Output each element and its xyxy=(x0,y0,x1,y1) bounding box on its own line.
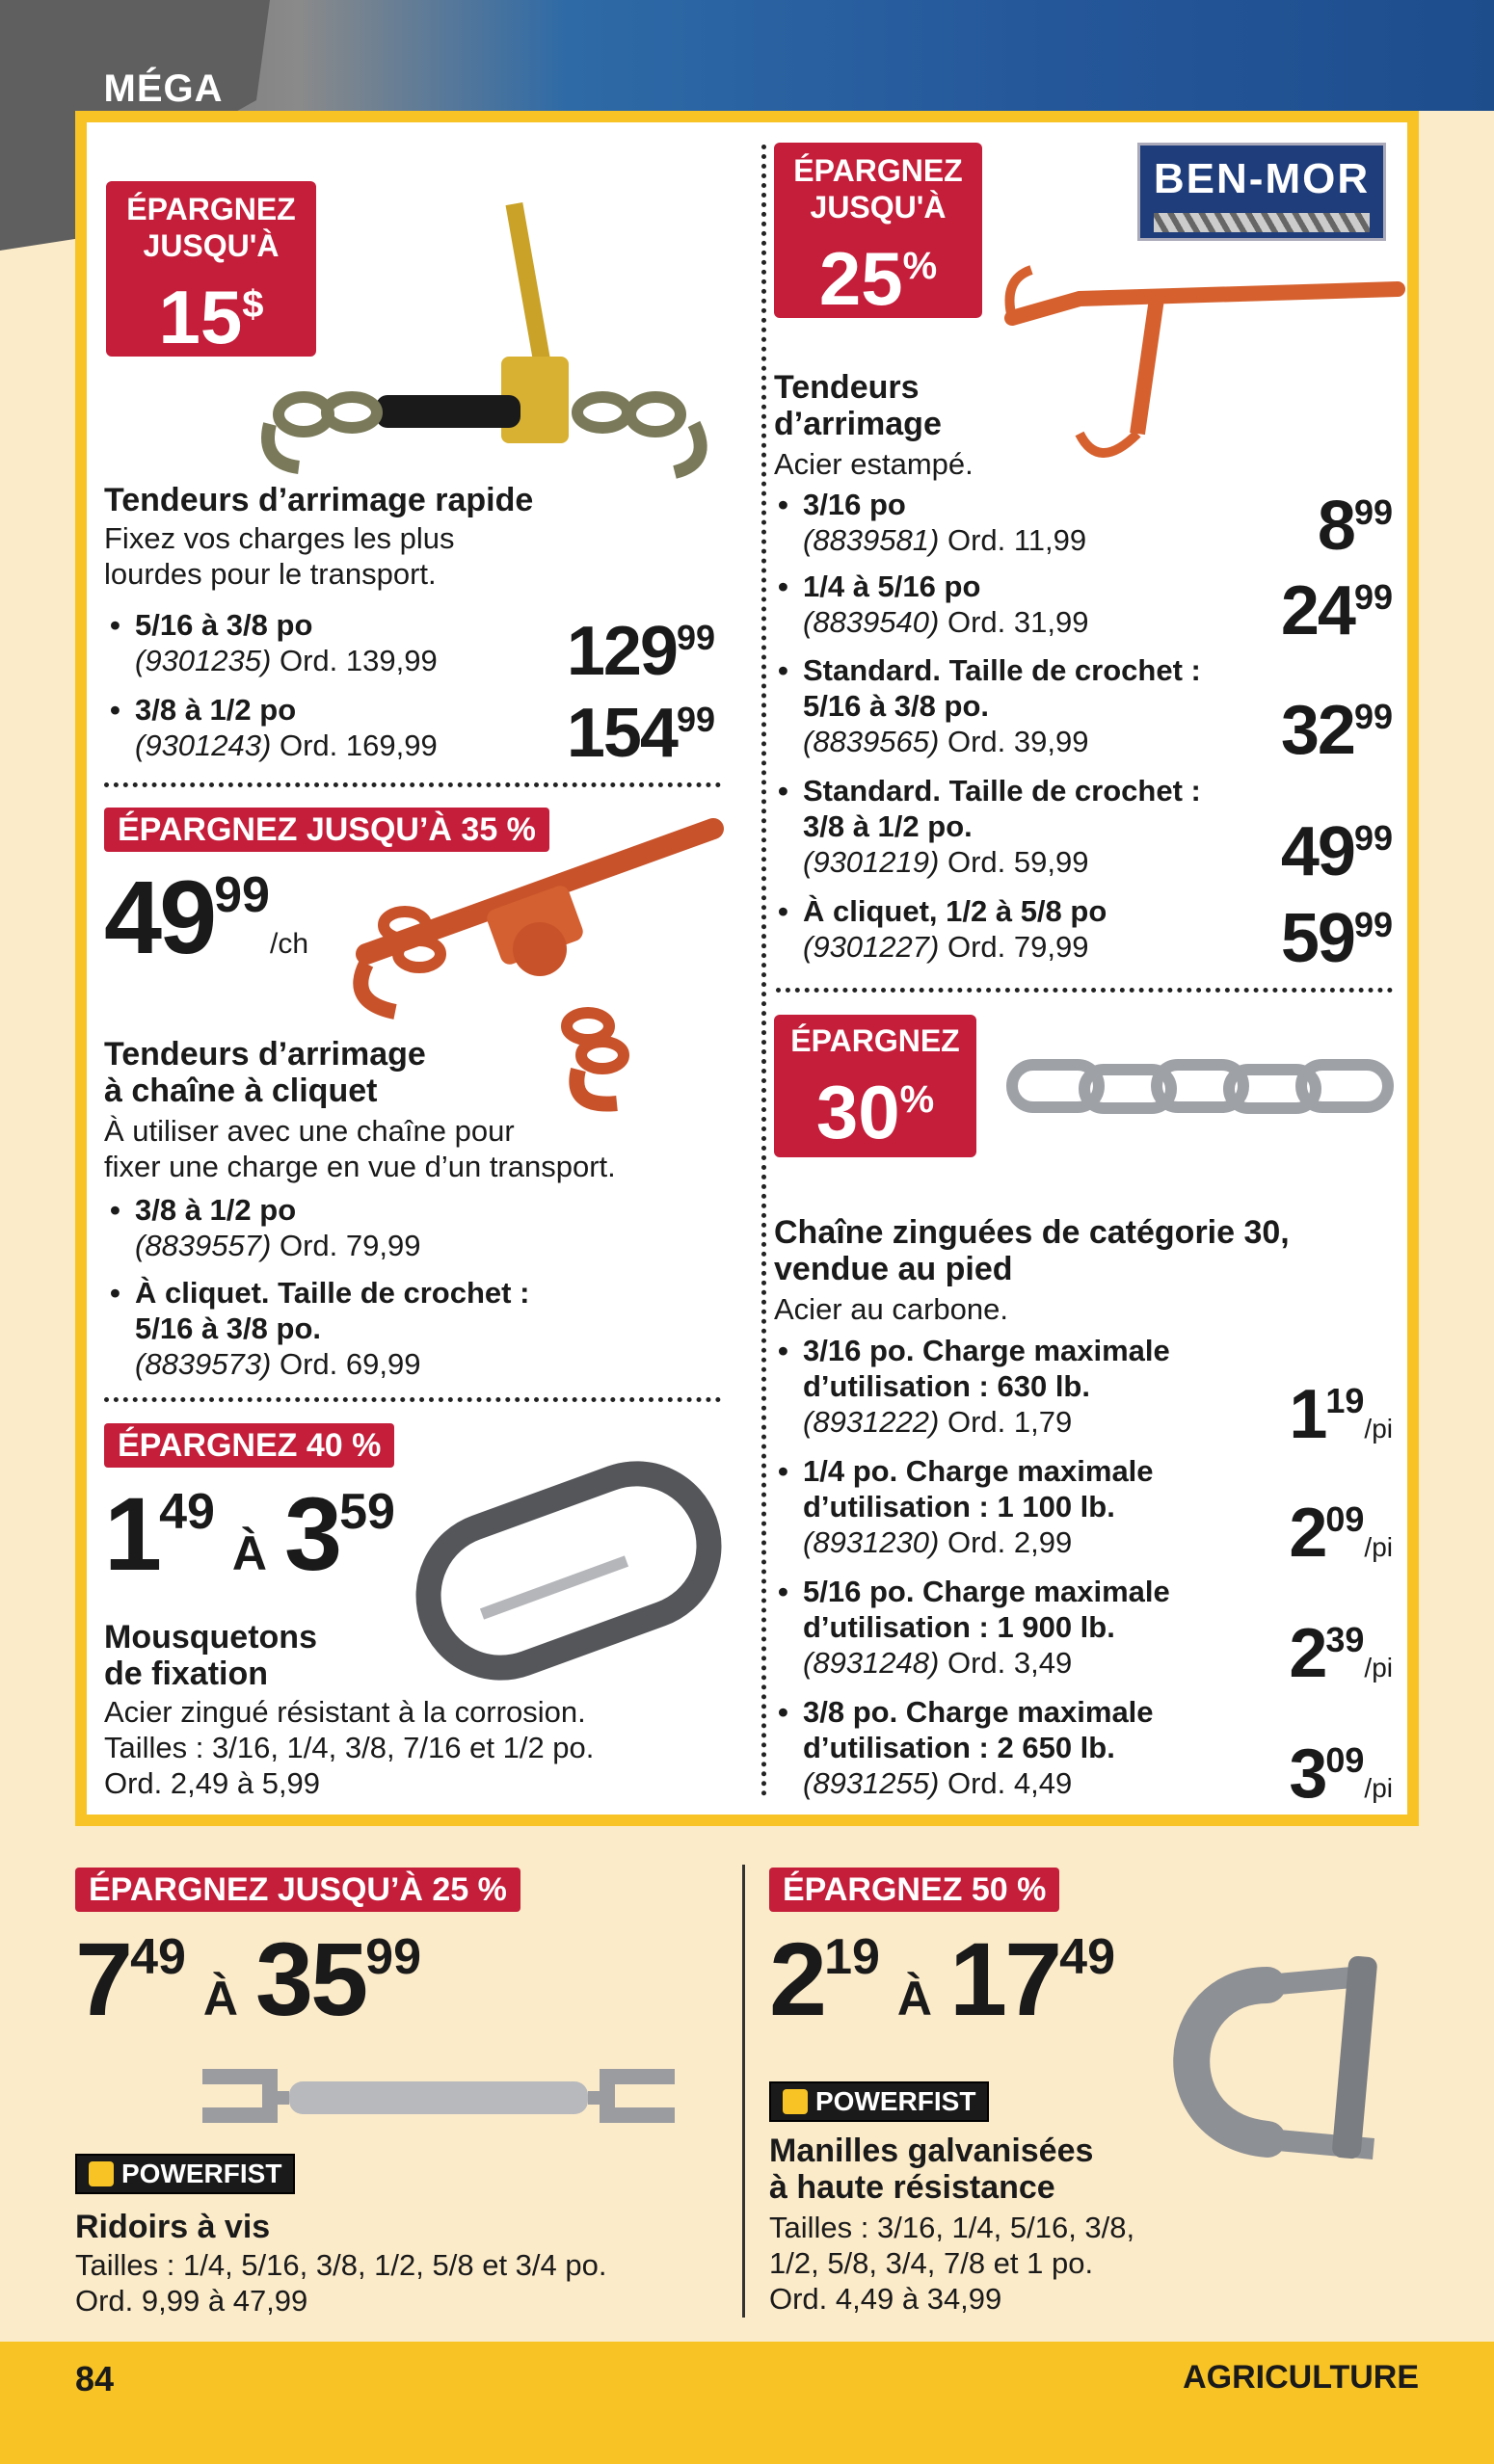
product-title xyxy=(104,1036,426,1109)
regular-price: Ord. 139,99 xyxy=(279,644,438,677)
product-description xyxy=(75,2247,606,2318)
sale-price: $129^{99}$ xyxy=(566,613,715,690)
title-line: à chaîne à cliquet xyxy=(104,1073,378,1109)
product-title xyxy=(774,369,942,442)
variant-sku: (8839540) xyxy=(803,605,940,639)
ben-mor-logo xyxy=(1137,143,1386,241)
powerfist-logo: POWERFIST xyxy=(769,2081,989,2122)
variant-sku: (8931248) xyxy=(803,1646,940,1680)
fist-icon xyxy=(89,2161,114,2186)
variant-name: 5/16 à 3/8 po xyxy=(135,608,313,642)
sale-price: $49^{99}/ch$ xyxy=(104,859,309,975)
column-divider xyxy=(761,145,766,1797)
ben-mor-text: BEN-MOR xyxy=(1153,155,1371,202)
savings-pill: ÉPARGNEZ 40 % xyxy=(104,1423,394,1468)
desc-line: fixer une charge en vue d’un transport. xyxy=(104,1150,616,1183)
title-line: Tendeurs d’arrimage xyxy=(104,1036,426,1073)
regular-price: Ord. 31,99 xyxy=(947,605,1089,639)
badge-line2: JUSQU'À xyxy=(810,190,947,225)
sale-price-range: $1^{49}À$ $3^{59}$ xyxy=(104,1475,395,1592)
savings-pill: ÉPARGNEZ 50 % xyxy=(769,1868,1059,1912)
product-variant: • À cliquet, 1/2 à 5/8 po (9301227) Ord. 79,99 xyxy=(778,894,1107,964)
sale-price: $154^{99}$ xyxy=(566,695,715,772)
regular-price: Ord. 2,99 xyxy=(947,1525,1073,1559)
page-number: 84 xyxy=(75,2359,115,2398)
product-variant: • 5/16 à 3/8 po (9301235) Ord. 139,99 xyxy=(110,608,438,677)
product-title xyxy=(769,2133,1093,2206)
badge-line1: ÉPARGNEZ xyxy=(793,153,963,188)
title-line: Tendeurs xyxy=(774,369,920,406)
section-divider xyxy=(104,1397,721,1402)
desc-line: À utiliser avec une chaîne pour xyxy=(104,1114,515,1148)
sale-price: $49^{99}$ xyxy=(1280,813,1393,890)
regular-price: Ord. 39,99 xyxy=(947,725,1089,758)
variant-name: À cliquet, 1/2 à 5/8 po xyxy=(803,894,1107,928)
variant-name-line2: 3/8 à 1/2 po. xyxy=(803,809,973,843)
product-title: Tendeurs d’arrimage rapide xyxy=(104,482,534,518)
variant-name: 3/16 po xyxy=(803,488,906,521)
variant-name: 5/16 po. Charge maximale xyxy=(803,1575,1170,1608)
lever-binder-image xyxy=(260,202,723,482)
regular-price: Ord. 169,99 xyxy=(279,729,438,762)
product-description xyxy=(769,2210,1134,2317)
variant-sku: (9301235) xyxy=(135,644,272,677)
stamped-binder-image xyxy=(993,260,1398,482)
desc-line: Ord. 2,49 à 5,99 xyxy=(104,1766,321,1800)
badge-amount: 15$ xyxy=(158,275,264,359)
variant-sku: (8839557) xyxy=(135,1229,272,1262)
section-divider xyxy=(104,782,721,787)
sale-price: $8^{99}$ xyxy=(1317,488,1393,565)
product-variant: • 1/4 à 5/16 po (8839540) Ord. 31,99 xyxy=(778,570,1089,639)
sale-price: $1^{19}/pi$ xyxy=(1289,1376,1393,1453)
product-variant: • Standard. Taille de crochet : 5/16 à 3/8 po. (8839565) Ord. 39,99 xyxy=(778,653,1201,758)
product-variant: • 1/4 po. Charge maximale d’utilisation : 1 100 lb. (8931230) Ord. 2,99 xyxy=(778,1454,1154,1559)
product-variant: • 3/16 po (8839581) Ord. 11,99 xyxy=(778,488,1087,557)
rope-graphic xyxy=(1154,213,1370,232)
desc-line: 1/2, 5/8, 3/4, 7/8 et 1 po. xyxy=(769,2246,1094,2280)
desc-line: Fixez vos charges les plus xyxy=(104,521,455,555)
savings-pill: ÉPARGNEZ JUSQU’À 35 % xyxy=(104,808,549,852)
variant-name: 3/8 à 1/2 po xyxy=(135,1193,297,1227)
turnbuckle-image xyxy=(183,2038,694,2154)
title-line: Manilles galvanisées xyxy=(769,2133,1094,2169)
variant-name: 3/8 à 1/2 po xyxy=(135,693,297,727)
regular-price: Ord. 79,99 xyxy=(947,930,1089,964)
desc-line: Ord. 9,99 à 47,99 xyxy=(75,2284,308,2318)
sale-price: $2^{39}/pi$ xyxy=(1289,1615,1393,1692)
fist-icon xyxy=(783,2089,808,2114)
savings-badge xyxy=(774,143,982,321)
desc-line: Ord. 4,49 à 34,99 xyxy=(769,2282,1002,2316)
regular-price: Ord. 59,99 xyxy=(947,845,1089,879)
variant-name: 3/8 po. Charge maximale xyxy=(803,1695,1154,1729)
product-variant: • Standard. Taille de crochet : 3/8 à 1/2 po. (9301219) Ord. 59,99 xyxy=(778,774,1201,879)
regular-price: Ord. 4,49 xyxy=(947,1766,1073,1800)
variant-sku: (8839581) xyxy=(803,523,940,557)
variant-sku: (8839565) xyxy=(803,725,940,758)
product-variant: • 5/16 po. Charge maximale d’utilisation : 1 900 lb. (8931248) Ord. 3,49 xyxy=(778,1575,1170,1680)
product-description xyxy=(104,520,455,592)
sale-price-range: $2^{19}À$ $17^{49}$ xyxy=(769,1921,1116,2037)
bottom-divider xyxy=(742,1865,745,2318)
badge-amount: 30% xyxy=(815,1070,935,1154)
title-line: d’arrimage xyxy=(774,406,942,442)
sale-price: $2^{09}/pi$ xyxy=(1289,1495,1393,1572)
product-description xyxy=(104,1694,594,1801)
savings-badge xyxy=(774,1015,976,1157)
variant-sku: (9301219) xyxy=(803,845,940,879)
product-variant: • 3/8 à 1/2 po (9301243) Ord. 169,99 xyxy=(110,693,438,762)
powerfist-logo: POWERFIST xyxy=(75,2154,295,2194)
variant-sku: (8931222) xyxy=(803,1405,940,1439)
logo-mega: MÉGA xyxy=(103,67,224,110)
badge-line1: ÉPARGNEZ xyxy=(790,1023,960,1058)
desc-line: Tailles : 3/16, 1/4, 3/8, 7/16 et 1/2 po. xyxy=(104,1731,595,1764)
product-title xyxy=(774,1214,1290,1287)
product-variant: • 3/16 po. Charge maximale d’utilisation : 630 lb. (8931222) Ord. 1,79 xyxy=(778,1334,1170,1439)
variant-name: 1/4 po. Charge maximale xyxy=(803,1454,1154,1488)
shackle-image xyxy=(1152,1956,1412,2168)
variant-name: 1/4 à 5/16 po xyxy=(803,570,981,603)
title-line: à haute résistance xyxy=(769,2169,1055,2206)
product-title: Ridoirs à vis xyxy=(75,2209,271,2245)
sale-price: $32^{99}$ xyxy=(1280,692,1393,769)
sale-price: $3^{09}/pi$ xyxy=(1289,1735,1393,1813)
variant-sku: (8839573) xyxy=(135,1347,272,1381)
variant-sku: (9301243) xyxy=(135,729,272,762)
variant-name-line2: 5/16 à 3/8 po. xyxy=(803,689,989,723)
desc-line: Tailles : 3/16, 1/4, 5/16, 3/8, xyxy=(769,2211,1135,2244)
regular-price: Ord. 3,49 xyxy=(947,1646,1073,1680)
variant-name-line2: d’utilisation : 2 650 lb. xyxy=(803,1731,1115,1764)
variant-sku: (8931230) xyxy=(803,1525,940,1559)
product-description: Acier au carbone. xyxy=(774,1292,1008,1326)
variant-name-line2: d’utilisation : 1 100 lb. xyxy=(803,1490,1115,1523)
product-description: Acier estampé. xyxy=(774,447,974,481)
section-divider xyxy=(776,988,1393,993)
product-variant: • À cliquet. Taille de crochet : 5/16 à 3/8 po. (8839573) Ord. 69,99 xyxy=(110,1276,530,1381)
sale-price: $24^{99}$ xyxy=(1280,572,1393,649)
variant-name-line2: d’utilisation : 630 lb. xyxy=(803,1369,1090,1403)
badge-line2: JUSQU'À xyxy=(143,228,280,263)
sale-price: $59^{99}$ xyxy=(1280,900,1393,977)
product-variant: • 3/8 po. Charge maximale d’utilisation : 2 650 lb. (8931255) Ord. 4,49 xyxy=(778,1695,1154,1800)
regular-price: Ord. 1,79 xyxy=(947,1405,1073,1439)
zinc-chain-image xyxy=(1002,1050,1400,1127)
product-title xyxy=(104,1619,317,1692)
title-line: Mousquetons xyxy=(104,1619,317,1656)
variant-name-line2: 5/16 à 3/8 po. xyxy=(135,1311,321,1345)
variant-sku: (9301227) xyxy=(803,930,940,964)
badge-amount: 25% xyxy=(818,236,938,321)
regular-price: Ord. 69,99 xyxy=(279,1347,421,1381)
product-description xyxy=(104,1113,616,1184)
variant-name-line2: d’utilisation : 1 900 lb. xyxy=(803,1610,1115,1644)
variant-name: Standard. Taille de crochet : xyxy=(803,774,1201,808)
title-line: Chaîne zinguées de catégorie 30, xyxy=(774,1214,1290,1251)
badge-line1: ÉPARGNEZ xyxy=(126,192,296,226)
product-variant: • 3/8 à 1/2 po (8839557) Ord. 79,99 xyxy=(110,1193,421,1262)
variant-sku: (8931255) xyxy=(803,1766,940,1800)
variant-name: À cliquet. Taille de crochet : xyxy=(135,1276,530,1310)
variant-name: 3/16 po. Charge maximale xyxy=(803,1334,1170,1367)
desc-line: Acier zingué résistant à la corrosion. xyxy=(104,1695,586,1729)
regular-price: Ord. 79,99 xyxy=(279,1229,421,1262)
sale-price-range: $7^{49}À$ $35^{99}$ xyxy=(75,1921,422,2037)
variant-name: Standard. Taille de crochet : xyxy=(803,653,1201,687)
title-line: de fixation xyxy=(104,1656,269,1692)
desc-line: Tailles : 1/4, 5/16, 3/8, 1/2, 5/8 et 3/4 po. xyxy=(75,2248,607,2282)
carabiner-image xyxy=(405,1479,733,1672)
regular-price: Ord. 11,99 xyxy=(947,523,1087,557)
desc-line: lourdes pour le transport. xyxy=(104,557,437,591)
section-label: AGRICULTURE xyxy=(1183,2359,1419,2396)
title-line: vendue au pied xyxy=(774,1251,1013,1287)
savings-pill: ÉPARGNEZ JUSQU’À 25 % xyxy=(75,1868,520,1912)
